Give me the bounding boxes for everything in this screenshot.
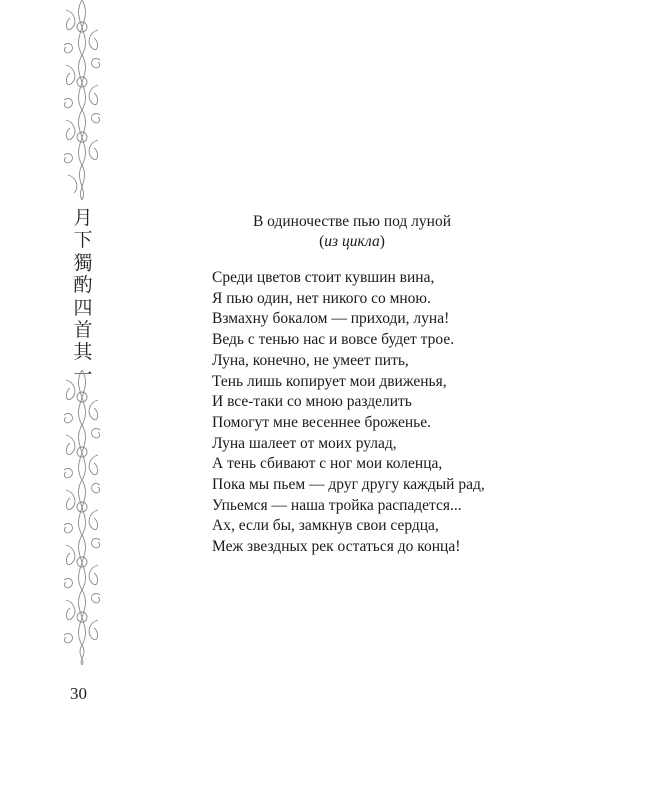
poem-subtitle bbox=[222, 232, 482, 252]
poem-line: Взмахну бокалом — приходи, луна! bbox=[212, 310, 450, 328]
floral-ornament-bottom-graphic bbox=[60, 370, 104, 665]
poem-block bbox=[212, 212, 542, 558]
subtitle-open-paren: ( bbox=[319, 233, 325, 250]
floral-border-ornament-top bbox=[60, 0, 104, 200]
poem-line: Помогут мне весеннее броженье. bbox=[212, 413, 431, 431]
poem-line: Среди цветов стоит кувшин вина, bbox=[212, 269, 435, 286]
poem-lines bbox=[212, 268, 542, 558]
vertical-chinese-title bbox=[68, 207, 98, 386]
title-char: 其 bbox=[73, 341, 93, 364]
poem-line: Луна, конечно, не умеет пить, bbox=[212, 351, 409, 369]
poem-line: Я пью один, нет никого со мною. bbox=[212, 289, 431, 307]
title-char: 四 bbox=[73, 296, 93, 319]
poem-line: И все-таки со мною разделить bbox=[212, 393, 412, 411]
poem-line: Ах, если бы, замкнув свои сердца, bbox=[212, 517, 439, 535]
page-number: 30 bbox=[70, 684, 87, 703]
floral-border-ornament-bottom bbox=[60, 370, 104, 665]
floral-ornament-top-graphic bbox=[60, 0, 104, 200]
poem-line: А тень сбивают с ног мои коленца, bbox=[212, 455, 443, 473]
poem-line: Упьемся — наша тройка распадется... bbox=[212, 496, 462, 514]
title-char: 月 bbox=[73, 207, 93, 229]
title-char: 首 bbox=[73, 318, 93, 341]
subtitle-close-paren: ) bbox=[379, 233, 385, 250]
poem-line: Ведь с тенью нас и вовсе будет трое. bbox=[212, 331, 455, 349]
title-char: 酌 bbox=[73, 274, 93, 297]
title-char: 一 bbox=[73, 363, 93, 386]
title-char: 下 bbox=[73, 229, 93, 252]
title-char: 獨 bbox=[73, 251, 93, 274]
poem-line: Пока мы пьем — друг другу каждый рад, bbox=[212, 476, 485, 494]
poem-line: Луна шалеет от моих рулад, bbox=[212, 434, 397, 452]
poem-line: Меж звездных рек остаться до конца! bbox=[212, 538, 461, 556]
poem-line: Тень лишь копирует мои движенья, bbox=[212, 372, 447, 390]
poem-title: В одиночестве пью под луной bbox=[252, 213, 452, 230]
subtitle-italic-text: из цикла bbox=[324, 233, 380, 250]
